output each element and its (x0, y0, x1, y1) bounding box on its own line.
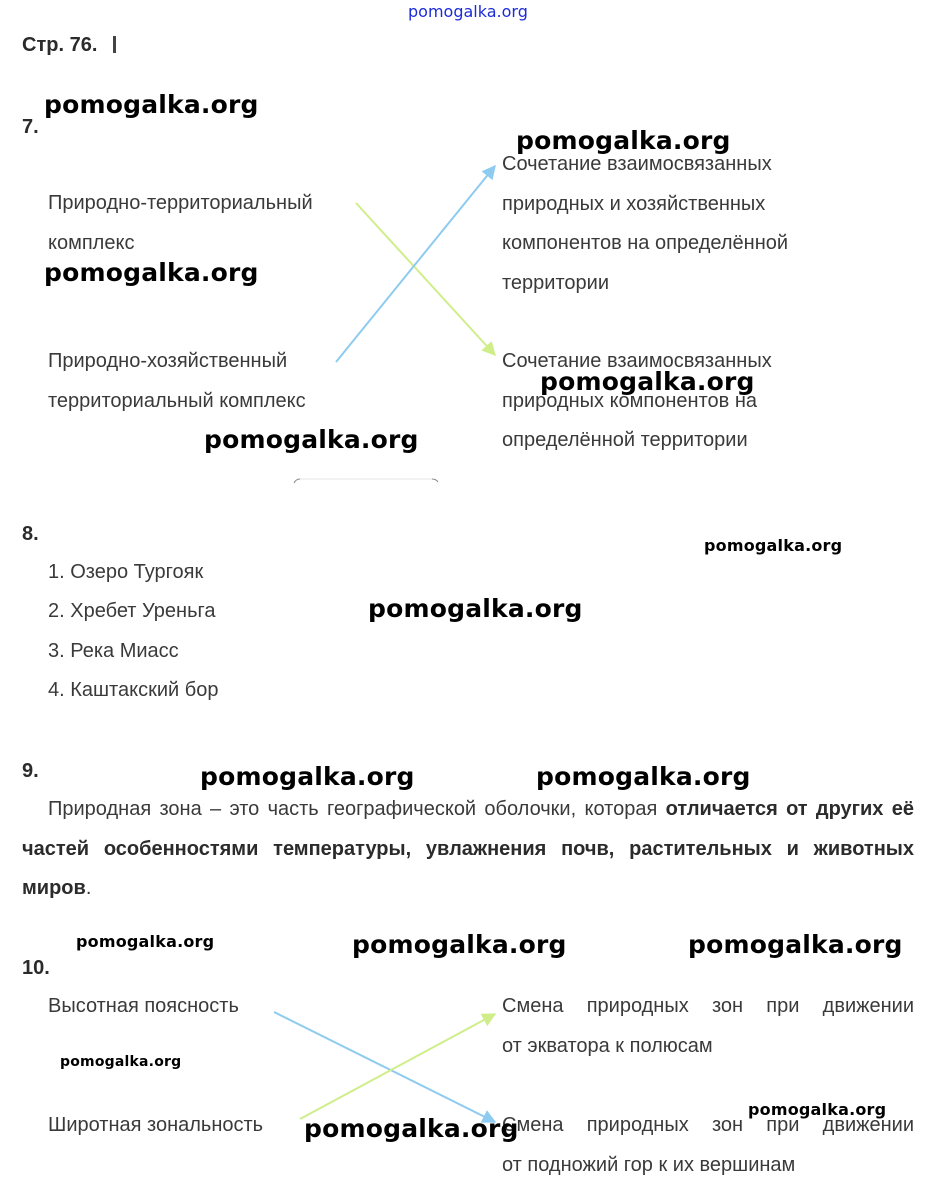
q9-answer-paragraph (22, 790, 914, 909)
q7-arrow-phtk (336, 166, 495, 362)
watermark: pomogalka.org (352, 930, 567, 959)
q10-right-2-line-1: Смена природных зон при движении (502, 1114, 914, 1136)
q7-arrow-ptk (356, 203, 495, 355)
watermark: pomogalka.org (688, 930, 903, 959)
watermark: pomogalka.org (44, 90, 259, 119)
watermark: pomogalka.org (200, 762, 415, 791)
watermark: pomogalka.org (536, 762, 751, 791)
header-marker (113, 36, 116, 53)
q7-right-1-line-1: Сочетание взаимосвязанных (502, 153, 772, 175)
q10-arrow-altitudinal (274, 1012, 495, 1122)
watermark: pomogalka.org (540, 367, 755, 396)
q8-list-item-1: 1. Озеро Тургояк (48, 561, 204, 583)
watermark: pomogalka.org (60, 1054, 182, 1070)
q7-right-2-line-2: природных компонентов на (502, 389, 757, 412)
separator-mark (292, 478, 440, 484)
watermark: pomogalka.org (44, 258, 259, 287)
q9-text-bold: отличается от других её частей особенностями температуры, увлажнения почв, растительных и животных миров (22, 798, 914, 899)
q9-text-plain: Природная зона – это часть географической оболочки, которая (48, 798, 666, 820)
watermark: pomogalka.org (516, 126, 731, 155)
q7-left-2-line-2: территориальный комплекс (48, 389, 306, 412)
q8-list-item-2: 2. Хребет Уреньга (48, 600, 216, 622)
q7-right-1-line-2: природных и хозяйственных (502, 192, 766, 215)
q7-right-item-2 (502, 342, 772, 461)
q10-arrow-latitudinal (300, 1014, 495, 1119)
q9-text-end: . (85, 877, 92, 899)
q10-left-item-2: Широтная зональность (48, 1114, 264, 1136)
q7-right-1-line-4: территории (502, 271, 610, 294)
watermark: pomogalka.org (748, 1100, 887, 1119)
q7-left-item-1 (48, 184, 313, 263)
q7-right-1-line-3: компонентов на определённой (502, 232, 789, 254)
q7-right-2-line-1: Сочетание взаимосвязанных (502, 350, 772, 372)
page-title: Стр. 76. (22, 34, 98, 56)
q7-right-2-line-3: определённой территории (502, 429, 748, 451)
q10-right-2-line-2: от подножий гор к их вершинам (502, 1153, 796, 1176)
watermark-top: pomogalka.org (408, 2, 528, 21)
q7-left-2-line-1: Природно-хозяйственный (48, 350, 288, 372)
q8-list-item-4: 4. Каштакский бор (48, 679, 219, 701)
watermark: pomogalka.org (368, 594, 583, 623)
q10-right-item-1 (502, 987, 914, 1066)
q7-left-1-line-2: комплекс (48, 231, 135, 254)
q8-list-item-3: 3. Река Миасс (48, 640, 179, 662)
q7-left-item-2 (48, 342, 306, 421)
q10-right-1-line-1: Смена природных зон при движении (502, 995, 914, 1017)
question-10-number: 10. (22, 957, 50, 979)
question-7-number: 7. (22, 116, 39, 138)
q10-left-item-1: Высотная поясность (48, 995, 239, 1017)
q7-right-item-1 (502, 145, 788, 303)
watermark: pomogalka.org (704, 536, 843, 555)
watermark: pomogalka.org (304, 1114, 519, 1143)
q10-right-1-line-2: от экватора к полюсам (502, 1034, 713, 1057)
watermark: pomogalka.org (204, 425, 419, 454)
question-9-number: 9. (22, 760, 39, 782)
question-8-number: 8. (22, 523, 39, 545)
watermark: pomogalka.org (76, 932, 215, 951)
q7-left-1-line-1: Природно-территориальный (48, 192, 313, 214)
